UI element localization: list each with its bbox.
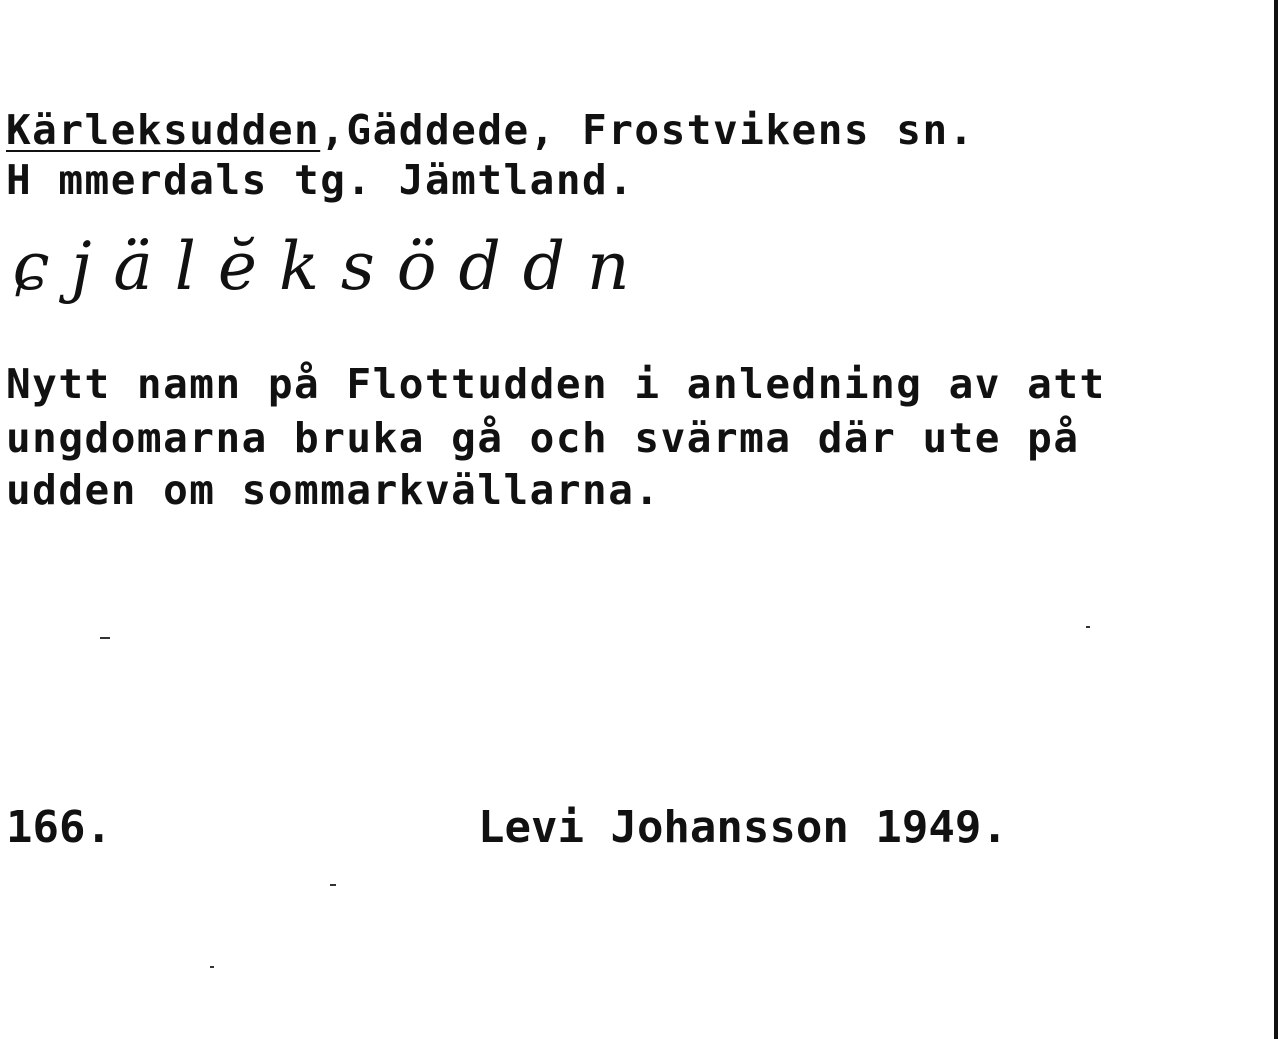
district-line: H mmerdals tg. Jämtland. (6, 156, 635, 204)
collector-signature: Levi Johansson 1949. (478, 802, 1008, 853)
ink-speck (1086, 626, 1090, 628)
place-heading-line (6, 104, 975, 156)
headword: Kärleksudden (6, 106, 321, 154)
card-number: 166. (6, 802, 112, 853)
description-line-2: ungdomarna bruka gå och svärma där ute på (6, 414, 1080, 462)
location-text: ,Gäddede, Frostvikens sn. (320, 106, 975, 154)
handwritten-pronunciation: ɕjälĕksöddn (12, 228, 652, 305)
ink-speck (100, 637, 110, 639)
ink-speck (330, 884, 336, 886)
ink-speck (210, 966, 214, 968)
description-line-1: Nytt namn på Flottudden i anledning av att (6, 360, 1106, 408)
description-line-3: udden om sommarkvällarna. (6, 466, 661, 514)
card-edge-border (1274, 0, 1278, 1039)
